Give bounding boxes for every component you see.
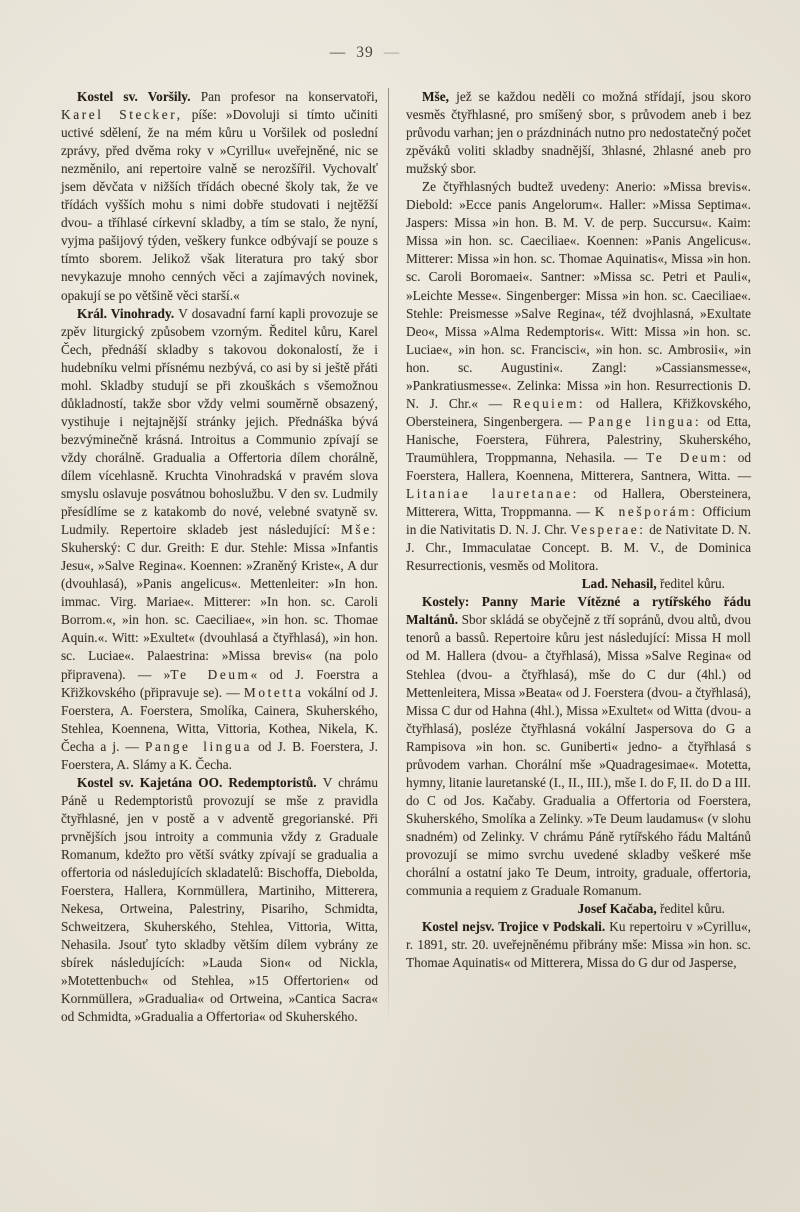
text-run-spaced: Vesperae:: [570, 522, 646, 538]
text-run-plain: od Hallera, Obersteinera, Mitterera, Witta, Troppmanna. —: [406, 486, 752, 520]
text-run-spaced: Te Deum:: [646, 449, 729, 465]
text-run-plain: Ku repertoiru v »Cyrillu«, r. 1891, str. 20. uveřejněnému přibrány mše: Missa »in hon. sc. Thomae Aquinatis« od Mitterera, Missa do G dur od Jasperse,: [406, 919, 751, 971]
right-column: [406, 88, 751, 1026]
article-kostely-panny-marie: [406, 593, 751, 900]
text-run-plain: od Hallera, Křižkovského, Obersteinera, Singenbergera. —: [406, 395, 751, 429]
text-run-bold: Kostely: Panny Marie Vítězné a rytířského řádu Maltánů.: [406, 594, 751, 628]
text-run-plain: jež se každou neděli co možná střídají, jsou skoro vesměs čtyřhlasné, pro smíšený sbor, s průvodem aneb i bez průvodu varhan; jen o prázdninách nutno pro nedostatečný počet zpěváků voliti skladby snadnější, 3hlasné, 2hlasné aneb pro mužský sbor.: [406, 89, 751, 177]
text-run-plain: V dosavadní farní kapli provozuje se zpěv liturgický způsobem vzorným. Ředitel kůru, Karel Čech, přednáší skladby s takovou dokonalostí, že i hudebníku velmi přísnému nezbývá, co asi by si ještě přáti mohl. Skladby studují se při zkouškách s všemožnou důkladností, takže sbor vždy velmi souměrně obsazený, vystihuje i nejtajnější stránky jejich. Přednáška bývá bezvýminečně krásná. Introitus a Communio zpívají se vždy chorálně. Gradualia a Offertoria dílem chorálně, dílem vícehlasně. Kruchta Vinohradská v pravém slova smyslu oslavuje posvátnou bohoslužbu. V den sv. Ludmily přesídlíme se z katakomb do nové, velebné svatyně sv. Ludmily. Repertoire skladeb jest následující:: [61, 305, 378, 538]
text-run-spaced: Mše:: [341, 522, 378, 538]
page-header: [0, 44, 730, 62]
text-run-bold: Kostel nejsv. Trojice v Podskali.: [422, 919, 610, 935]
text-run-bold: Kostel sv. Voršily.: [77, 89, 201, 104]
header-dash-left: —: [329, 44, 347, 61]
text-run-spaced: Requiem:: [512, 395, 586, 411]
text-run-spaced: Motetta: [243, 684, 304, 700]
text-run-plain: Sbor skládá se obyčejně z tří sopránů, dvou altů, dvou tenorů a bassů. Repertoire kůru jest následující: Missa H moll od M. Hallera (dvou- a čtyřhlasá), Missa »Salve Regina« od Stehlea (dvou- a čtyřhlasá), mše do C dur (4hl.) od Mettenleitera, Missa »Beata« od J. Foerstera (dvou- a čtyřhlasá), Missa C dur od Hahna (4hl.), Missa »Exultet« od Witta (dvou- a čtyřhlasá), posléze čtyřhlasná vokální Jaspersova do G a Rampisova »in hon. sc. Guniberti« jedno- a čtyřhlasá s průvodem varhan. Chorální mše »Quadragesimae«. Motetta, hymny, litanie lauretanské (I., II., III.), mše I. do F, II. do D a III. do C od Jos. Kačaby. Gradualia a Offertoria od Foerstera, Skuherského, Smolíka a Zelinky. »Te Deum laudamus« (v slohu snadném) od Zelinky. V chrámu Páně rytířského řádu Maltánů provozují se mimo svrchu uvedené skladby veškeré mše chorální a ostatní jako Te Deum, introity, graduale, offertoria, communia a requiem z Graduale Romanum.: [406, 612, 751, 899]
text-run-plain: ředitel kůru.: [656, 576, 725, 592]
text-run-plain: od Etta, Hanische, Foerstera, Führera, Palestriny, Skuherského, Traumühlera, Troppmanna, Nehasila. —: [406, 413, 751, 465]
signature-lad-nehasil: [406, 575, 751, 593]
text-run-plain: píše: »Dovoluji si tímto učiniti uctivé sdělení, že na mém kůru u Voršilek od poslední zprávy, před dvěma roky v »Cyrillu« uveřejněné, nic se nezměnilo, ani repertoire valně se nerozšířil. Vychovalť jsem děvčata v nižších třídách obecné školy tak, že ve třídách vyšších mohu s nimi dobře studovati i nejtěžší dvou- a tříhlasé církevní skladby, a tím se stalo, že nyní, vyjma pašijový týden, veškery funkce odbývají se pouze s tímto sborem. Jelikož však literatura pro taký sbor nevykazuje mnoho cenných věci a zajímavých novinek, opakují se po většině věci starší.«: [61, 107, 378, 303]
text-run-plain: ředitel kůru.: [656, 901, 725, 917]
text-run-plain: « od J. Foerstra a Křižkovského (připravuje se). —: [61, 666, 378, 700]
page-number: 39: [356, 44, 374, 61]
text-run-plain: de Nativitate D. N. J. Chr., Immaculatae Concept. B. M. V., de Dominica Resurrectionis, vesměs od Molitora.: [406, 522, 751, 574]
text-run-plain: od Foerstera, Hallera, Koennena, Mitterera, Santnera, Witta. —: [406, 449, 751, 483]
text-run-bold: Král. Vinohrady.: [77, 305, 179, 321]
text-run-bold: Lad. Nehasil,: [581, 576, 657, 592]
article-kral-vinohrady: [61, 305, 378, 774]
text-run-spaced: K nešporám:: [594, 504, 698, 520]
text-run-spaced: Te Deum: [170, 666, 251, 682]
text-run-bold: Kostel sv. Kajetána OO. Redemptoristů.: [77, 774, 323, 790]
text-run-plain: Ze čtyřhlasných budtež uvedeny: Anerio: »Missa brevis«. Diebold: »Ecce panis Angelorum«. Haller: »Missa Septima«. Jaspers: Missa »in hon. B. M. V. de perp. Succursu«. Kaim: Missa »in hon. sc. Caeciliae«. Koennen: »Panis Angelicus«. Mitterer: Missa »in hon. sc. Thomae Aquinatis«, Missa »in hon. sc. Caroli Boromaei«. Santner: »Missa sc. Petri et Pauli«, »Leichte Messe«. Singenberger: Missa »in hon. sc. Caeciliae«. Stehle: Preismesse »Salve Regina«, též dvojhlasná, »Exultate Deo«, Missa »Alma Redemptoris«. Witt: Missa »in hon. sc. Luciae«, »in hon. sc. Francisci«, »in hon. sc. Ambrosii«, »in hon. sc. Augustini«. Zangl: »Cassiansmesse«, »Pankratiusmesse«. Zelinka: Missa »in hon. Resurrectionis D. N. J. Chr.« —: [406, 179, 751, 411]
article-kostel-sv-kajetana: [61, 774, 378, 1027]
text-run-spaced: Litaniae lauretanae:: [406, 486, 579, 502]
signature-josef-kacaba: [406, 900, 751, 918]
article-kostel-sv-vorsily: [61, 88, 378, 305]
text-run-spaced: Karel Stecker,: [61, 107, 183, 123]
text-columns: [61, 88, 751, 1026]
text-run-spaced: Pange lingua:: [588, 413, 702, 429]
article-kostel-nejsv-trojice: [406, 918, 751, 972]
article-ctyrhlasne-list: [406, 178, 751, 575]
text-run-plain: Skuherský: C dur. Greith: E dur. Stehle: Missa »Infantis Jesu«, »Salve Regina«. Koennen: »Zraněný Kriste«, A dur (dvouhlasá), »Panis angelicus«. Mettenleiter: »In hon. immac. Virg. Mariae«. Mitterer: »In hon. sc. Caroli Borrom.«, »in hon. sc. Caeciliae«, »in hon. sc. Thomae Aquin.«. Witt: »Exultet« (dvouhlasá a čtyřhlasá), »in hon. sc. Luciae«. Palaestrina: »Missa brevis« (na polo připravena). — »: [61, 540, 378, 682]
text-run-plain: Pan profesor na konservatoři,: [200, 89, 378, 104]
text-run-bold: Mše,: [422, 89, 449, 104]
text-run-plain: vokální od J. Foerstera, A. Foerstera, Smolíka, Cainera, Skuherského, Stehlea, Koennena, Witta, Vittoria, Kothea, Nikela, K. Čecha a j. —: [61, 684, 379, 754]
column-divider-rule: [388, 88, 389, 1026]
header-dash-right: —: [383, 44, 401, 61]
text-run-bold: Josef Kačaba,: [577, 901, 657, 917]
text-run-spaced: Pange lingua: [144, 738, 253, 754]
text-run-plain: od J. B. Foerstera, J. Foerstera, A. Slámy a K. Čecha.: [61, 738, 378, 772]
left-column: [61, 88, 378, 1026]
text-run-plain: V chrámu Páně u Redemptoristů provozují se mše z pravidla čtyřhlasné, jen v postě a v adventě gregorianské. Při prvnějších jsou introity a communia vždy z Graduale Romanum, kdežto pro větší svátky zpívají se gradualia a offertoria od následujících skladatelů: Bischoffa, Diebolda, Foerstera, Hallera, Kornmüllera, Martiniho, Mitterera, Nekesa, Ortweina, Palestriny, Pisariho, Schmidta, Schweitzera, Skuherského, Stehlea, Vittoria, Witta, Nehasila. Jsouť tyto skladby větším dílem vybrány ze sbírek následujících: »Lauda Sion« od Nickla, »Motettenbuch« od Stehlea, »15 Offertorien« od Kornmüllera, »Gradualia« od Ortweina, »Cantica Sacra« od Schmidta, »Gradualia a Offertoria« od Skuherského.: [61, 774, 378, 1025]
text-run-plain: Officium in die Nativitatis D. N. J. Chr.: [406, 504, 751, 538]
article-mse-continuation: [406, 88, 751, 178]
